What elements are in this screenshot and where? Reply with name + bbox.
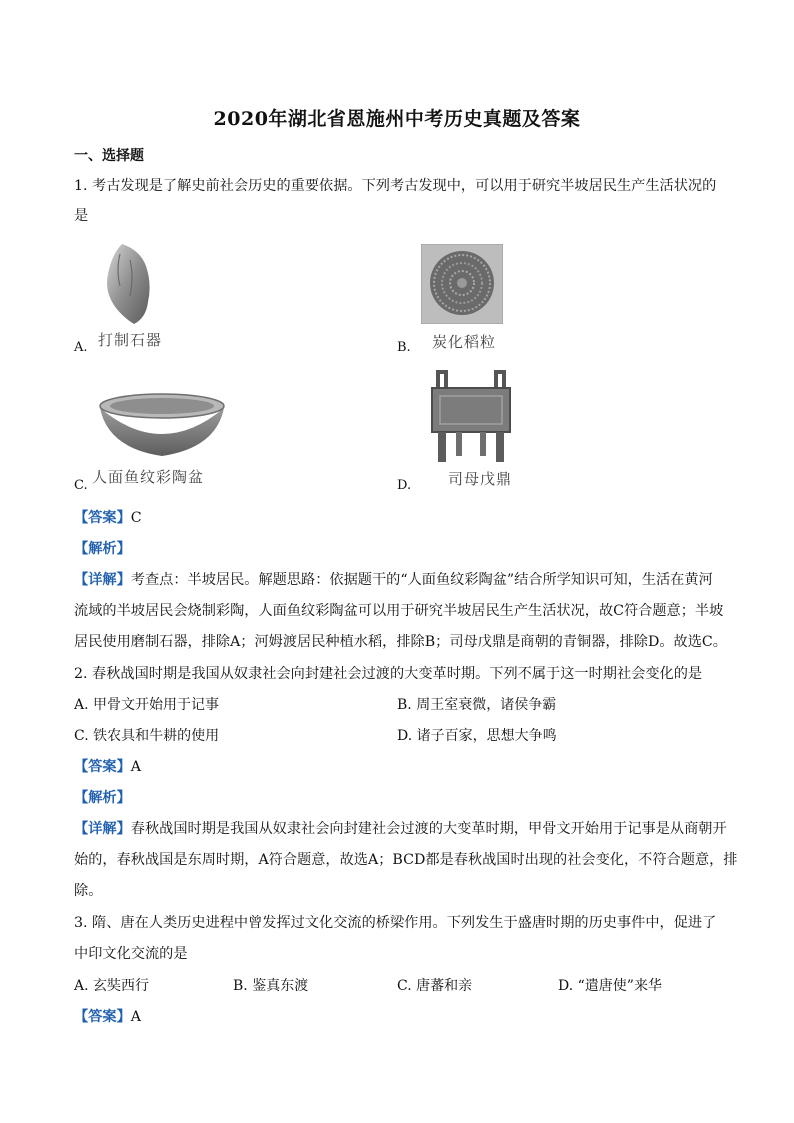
q3-stem-line1: 3. 隋、唐在人类历史进程中曾发挥过文化交流的桥梁作用。下列发生于盛唐时期的历史事件中，促进了: [74, 915, 717, 931]
q1-answer: [74, 508, 724, 528]
option-d-caption: 司母戊鼎: [448, 470, 513, 488]
pottery-basin-image: [96, 390, 228, 462]
q3-option-c: C. 唐蕃和亲: [397, 978, 473, 994]
q2-option-a: A. 甲骨文开始用于记事: [74, 697, 220, 713]
q3-answer: [74, 1007, 724, 1027]
q1-analysis-tag: [74, 539, 724, 559]
q2-analysis-tag: [74, 788, 724, 808]
analysis-tag: 【解析】: [74, 790, 131, 806]
q3-option-a: A. 玄奘西行: [74, 978, 150, 994]
q1-stem-line1: 1. 考古发现是了解史前社会历史的重要依据。下列考古发现中，可以用于研究半坡居民生产生活状况的: [74, 178, 717, 194]
q1-detail-line3: 居民使用磨制石器，排除A；河姆渡居民种植水稻，排除B；司母戊鼎是商朝的青铜器，排除D。故选C。: [74, 634, 727, 650]
q2-detail-line1: [74, 819, 727, 839]
q2-option-d: D. 诸子百家，思想大争鸣: [397, 728, 557, 744]
answer-value: A: [130, 759, 142, 775]
detail-tag: 【详解】: [74, 821, 131, 837]
option-c-caption: 人面鱼纹彩陶盆: [92, 468, 205, 486]
answer-tag: 【答案】: [74, 759, 131, 775]
option-c-letter: C.: [74, 478, 88, 493]
q3-option-d: D. “遣唐使”来华: [558, 978, 662, 994]
rice-grains-image: [421, 244, 503, 324]
q2-detail-line3: 除。: [74, 883, 103, 899]
bronze-ding-image: [424, 370, 518, 466]
answer-tag: 【答案】: [74, 510, 131, 526]
q1-stem-line2: 是: [74, 208, 89, 224]
option-a-letter: A.: [74, 340, 88, 355]
analysis-tag: 【解析】: [74, 541, 131, 557]
option-b-caption: 炭化稻粒: [432, 333, 497, 351]
option-b-letter: B.: [397, 340, 411, 355]
answer-value: C: [130, 510, 142, 526]
q2-stem: 2. 春秋战国时期是我国从奴隶社会向封建社会过渡的大变革时期。下列不属于这一时期社会变化的是: [74, 666, 703, 682]
answer-value: A: [130, 1009, 142, 1025]
q3-option-b: B. 鉴真东渡: [233, 978, 309, 994]
answer-tag: 【答案】: [74, 1009, 131, 1025]
option-a-caption: 打制石器: [98, 331, 163, 349]
q3-stem-line2: 中印文化交流的是: [74, 946, 188, 962]
detail-text: 考查点：半坡居民。解题思路：依据题干的“人面鱼纹彩陶盆”结合所学知识可知，生活在黄河: [130, 572, 713, 588]
detail-tag: 【详解】: [74, 572, 131, 588]
page-title: 2020年湖北省恩施州中考历史真题及答案: [213, 108, 581, 130]
detail-text: 春秋战国时期是我国从奴隶社会向封建社会过渡的大变革时期，甲骨文开始用于记事是从商朝开: [130, 821, 727, 837]
q2-option-c: C. 铁农具和牛耕的使用: [74, 728, 220, 744]
q1-detail-line2: 流域的半坡居民会烧制彩陶，人面鱼纹彩陶盆可以用于研究半坡居民生产生活状况，故C符合题意；半坡: [74, 603, 724, 619]
section-heading: 一、选择题: [74, 148, 144, 164]
q2-answer: [74, 757, 724, 777]
option-d-letter: D.: [397, 478, 412, 493]
q2-detail-line2: 始的，春秋战国是东周时期，A符合题意，故选A；BCD都是春秋战国时出现的社会变化，不符合题意，排: [74, 852, 738, 868]
q1-detail-line1: [74, 570, 724, 590]
q2-option-b: B. 周王室衰微，诸侯争霸: [397, 697, 557, 713]
